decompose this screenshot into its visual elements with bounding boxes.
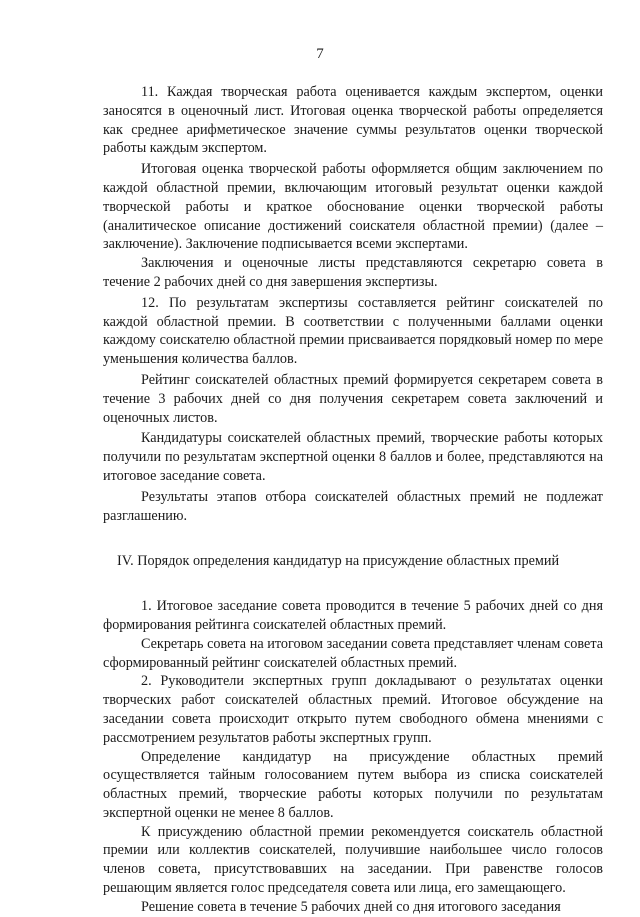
paragraph-secret-voting: Определение кандидатур на присуждение областных премий осуществляется тайным голосованием путем выбора из списка соискателей областных премий, творческие работы которых получили по результатам экспертной оценки не менее 8 баллов. [103,748,603,821]
document-body [103,83,603,917]
section-heading-iv: IV. Порядок определения кандидатур на присуждение областных премий [117,553,560,570]
paragraph-non-disclosure: Результаты этапов отбора соискателей областных премий не подлежат разглашению. [103,488,603,524]
paragraph-council-decision: Решение совета в течение 5 рабочих дней со дня итогового заседания [141,898,561,915]
paragraph-secretary-presents: Секретарь совета на итоговом заседании совета представляет членам совета сформированный рейтинг соискателей областных премий. [103,635,603,671]
paragraph-candidates-final-meeting: Кандидатуры соискателей областных премий, творческие работы которых получили по результатам экспертной оценки 8 баллов и более, представляются на итоговое заседание совета. [103,430,603,484]
page-number: 7 [316,46,324,62]
paragraph-iv-2: 2. Руководители экспертных групп докладывают о результатах оценки творческих работ соискателей областных премий. Итоговое обсуждение на заседании совета происходит открыто путем свободного обмена мнениями с рассмотрением результатов работы экспертных групп. [103,673,603,746]
paragraph-iv-1: 1. Итоговое заседание совета проводится в течение 5 рабочих дней со дня формирования рейтинга соискателей областных премий. [103,598,603,633]
paragraph-11: 11. Каждая творческая работа оценивается каждым экспертом, оценки заносятся в оценочный лист. Итоговая оценка творческой работы определяется как среднее арифметическое значение суммы результатов оценки творческой работы каждым экспертом. [103,84,603,157]
paragraph-final-assessment: Итоговая оценка творческой работы оформляется общим заключением по каждой областной премии, включающим итоговый результат оценки каждой творческой работы и краткое обоснование оценки творческой работы (аналитическое описание достижений соискателя областной премии) (далее – заключение). Заключение подписывается всеми экспертами. [103,161,603,253]
paragraph-recommended-candidate: К присуждению областной премии рекомендуется соискатель областной премии или коллектив соискателей, получившие наибольшее число голосов членов совета, присутствовавших на заседании. При равенстве голосов решающим является голос председателя совета или лица, его замещающего. [103,823,603,897]
paragraph-rating-formation: Рейтинг соискателей областных премий формируется секретарем совета в течение 3 рабочих дней со дня получения секретарем совета заключений и оценочных листов. [103,371,603,426]
paragraph-12: 12. По результатам экспертизы составляется рейтинг соискателей по каждой областной премии. В соответствии с полученными баллами оценки каждому соискателю областной премии присваивается порядковый номер по мере уменьшения количества баллов. [103,294,603,368]
paragraph-conclusions-submission: Заключения и оценочные листы представляются секретарю совета в течение 2 рабочих дней со дня завершения экспертизы. [103,255,603,290]
